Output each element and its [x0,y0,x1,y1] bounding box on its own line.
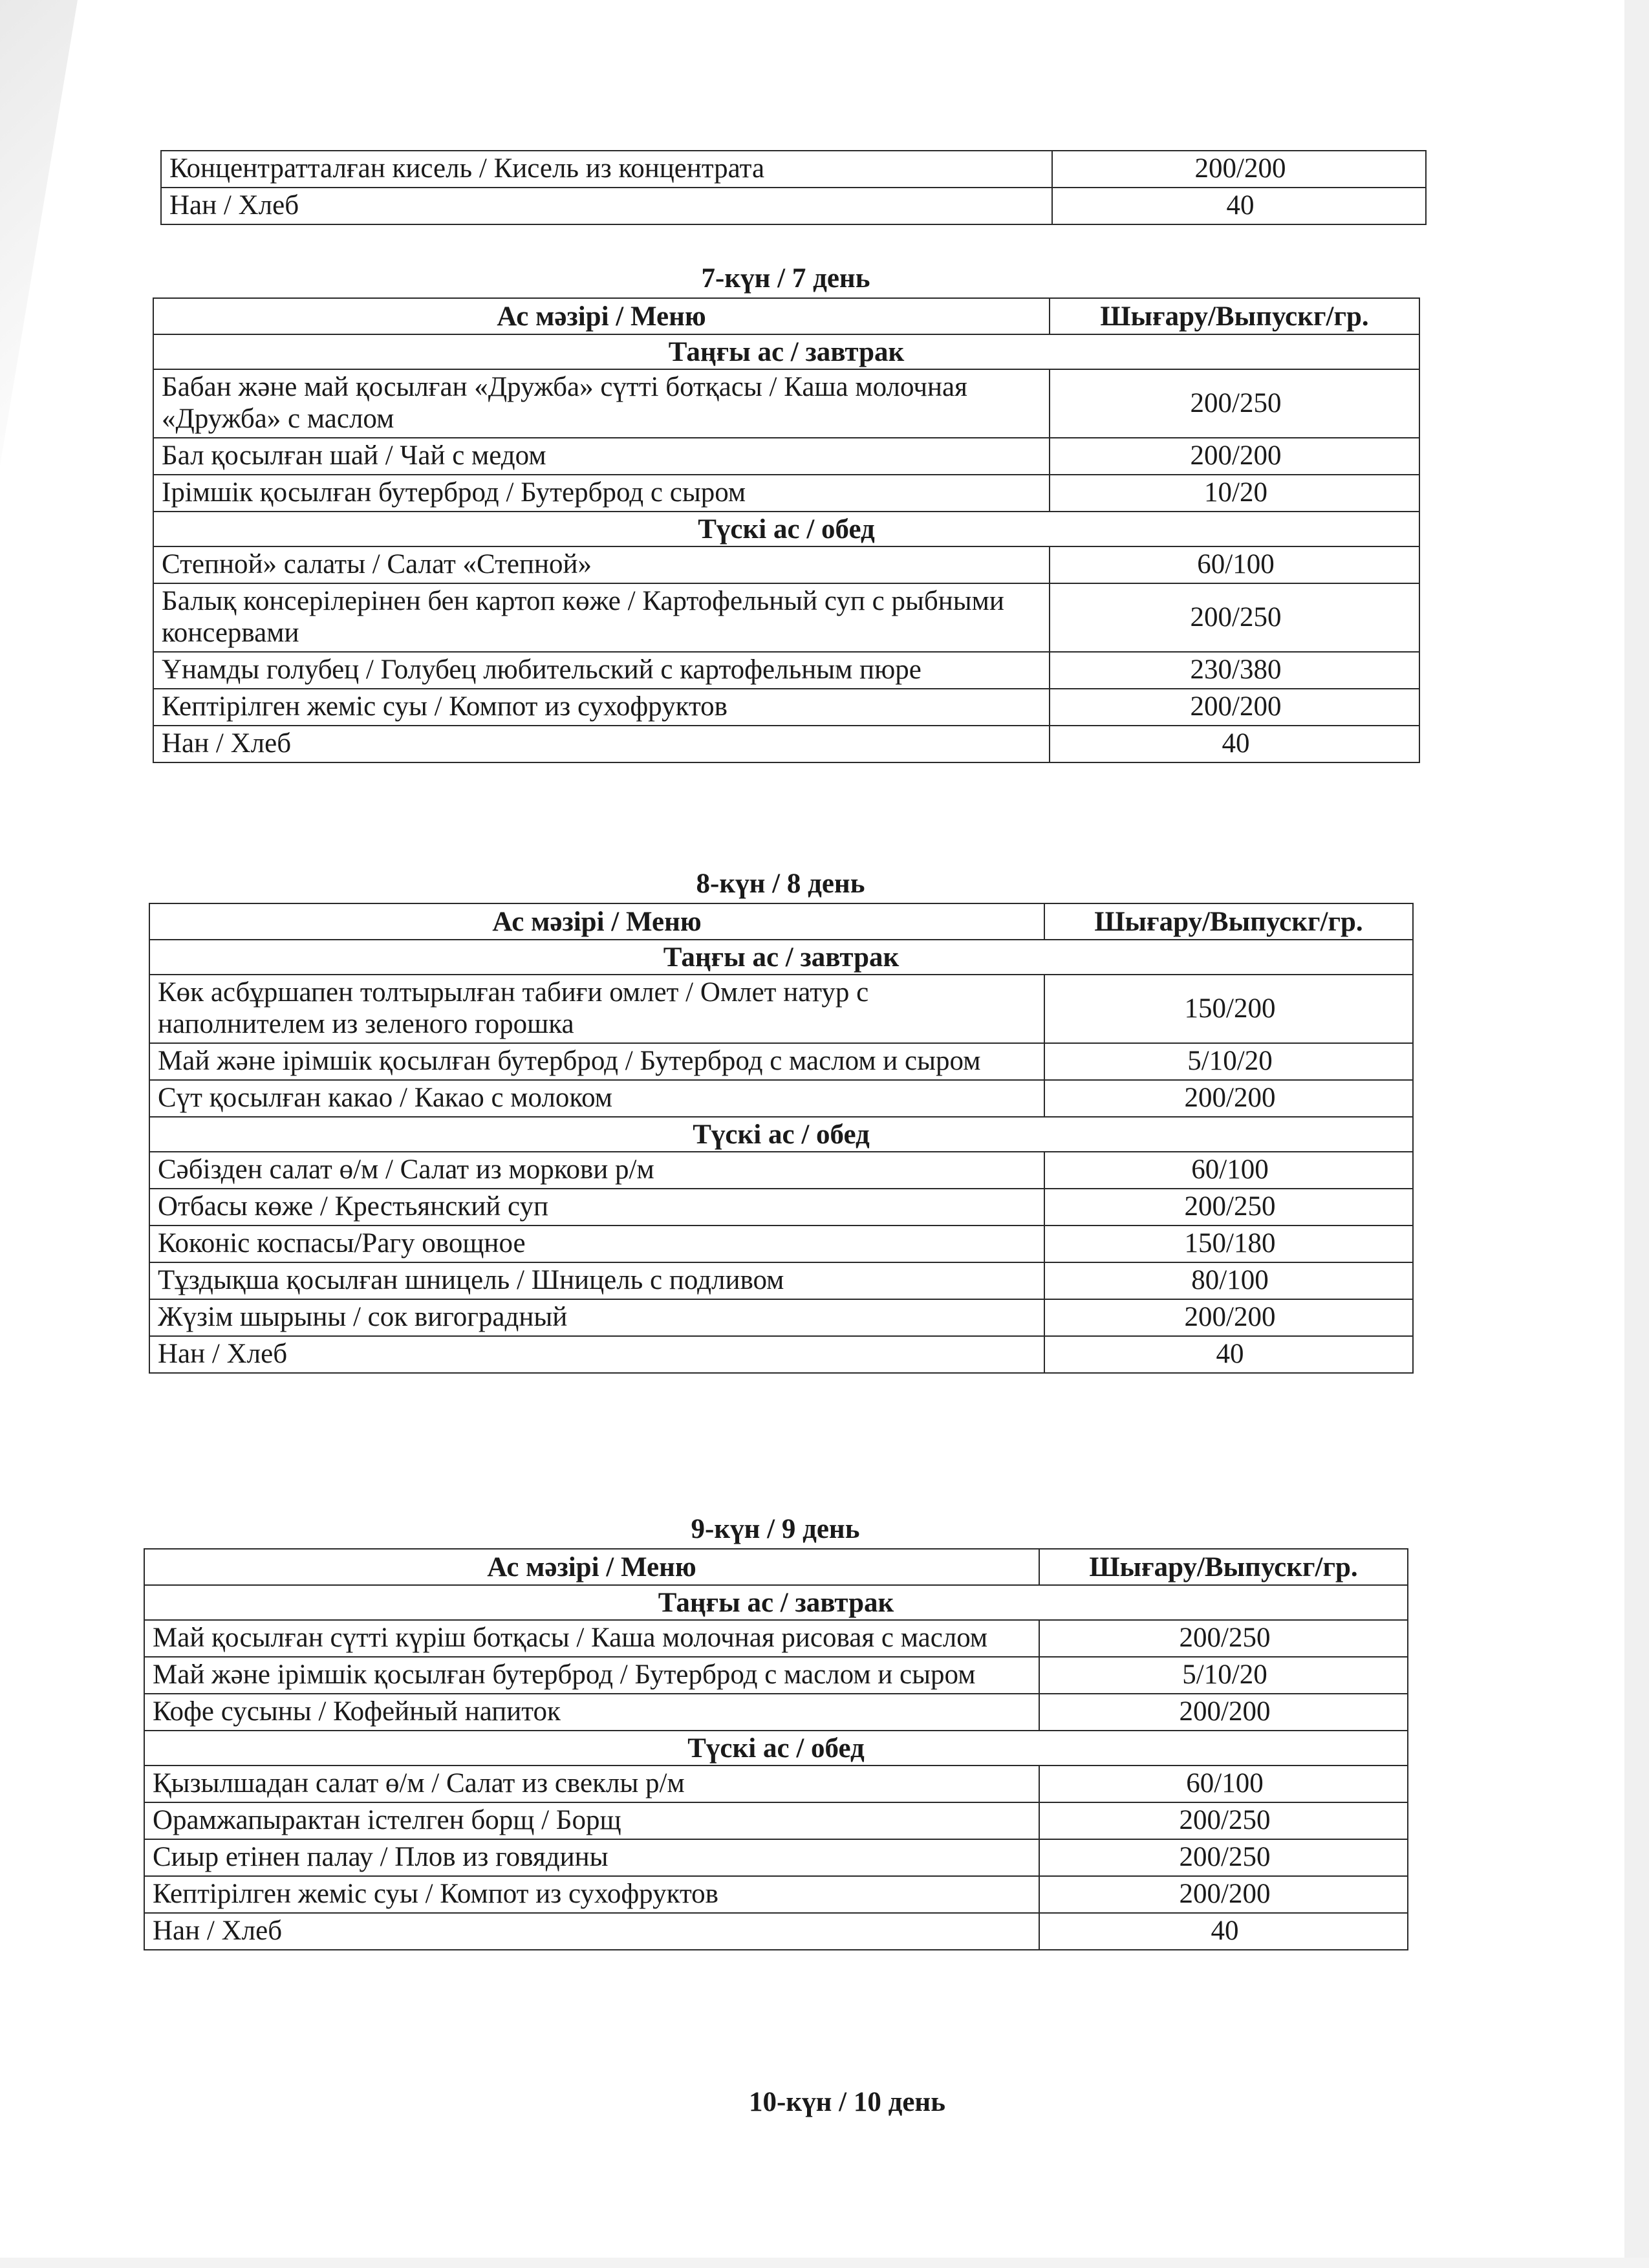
portion-cell: 200/250 [1039,1802,1408,1839]
table-row [153,438,1419,475]
portion-cell: 80/100 [1044,1262,1413,1299]
dish-name-cell: Сиыр етінен палау / Плов из говядины [144,1839,1039,1876]
table-row [149,975,1413,1043]
portion-cell: 40 [1044,1336,1413,1373]
dish-name-cell: Нан / Хлеб [144,1913,1039,1950]
portion-cell: 5/10/20 [1039,1657,1408,1694]
table-row [153,583,1419,652]
table-row [144,1876,1408,1913]
table-row [144,1657,1408,1694]
portion-cell: 5/10/20 [1044,1043,1413,1080]
meal-section-label: Таңғы ас / завтрак [149,940,1413,975]
dish-name-cell: Нан / Хлеб [153,726,1050,762]
meal-section-row [153,334,1419,369]
table-header-row [144,1549,1408,1585]
portion-cell: 40 [1052,188,1426,224]
portion-cell: 10/20 [1050,475,1419,512]
table-row [149,1080,1413,1117]
portion-cell: 200/250 [1039,1839,1408,1876]
dish-name-cell: Концентратталған кисель / Кисель из концентрата [161,151,1052,188]
day-menu-table [149,903,1414,1374]
table-row [149,1189,1413,1226]
output-column-header: Шығару/Выпускг/гр. [1044,903,1413,940]
portion-cell: 150/200 [1044,975,1413,1043]
dish-name-cell: Кофе сусыны / Кофейный напиток [144,1694,1039,1731]
meal-section-label: Таңғы ас / завтрак [144,1585,1408,1620]
dish-name-cell: Бал қосылған шай / Чай с медом [153,438,1050,475]
table-row [149,1226,1413,1262]
table-row [144,1802,1408,1839]
portion-cell: 200/200 [1052,151,1426,188]
portion-cell: 200/250 [1044,1189,1413,1226]
meal-section-label: Таңғы ас / завтрак [153,334,1419,369]
output-column-header: Шығару/Выпускг/гр. [1039,1549,1408,1585]
dish-name-cell: Тұздықша қосылған шницель / Шницель с подливом [149,1262,1044,1299]
table-row [161,151,1426,188]
meal-section-row [144,1731,1408,1766]
portion-cell: 200/250 [1050,583,1419,652]
dish-name-cell: Бабан және май қосылған «Дружба» сүтті ботқасы / Каша молочная «Дружба» с маслом [153,369,1050,438]
dish-name-cell: Ірімшік қосылған бутерброд / Бутерброд с сыром [153,475,1050,512]
dish-name-cell: Ұнамды голубец / Голубец любительский с картофельным пюре [153,652,1050,689]
dish-name-cell: Май және ірімшік қосылған бутерброд / Бутерброд с маслом и сыром [144,1657,1039,1694]
portion-cell: 200/200 [1039,1694,1408,1731]
table-header-row [153,298,1419,334]
dish-name-cell: Нан / Хлеб [149,1336,1044,1373]
meal-section-row [149,1117,1413,1152]
meal-section-row [149,940,1413,975]
table-row [144,1839,1408,1876]
portion-cell: 60/100 [1050,546,1419,583]
portion-cell: 200/250 [1050,369,1419,438]
output-column-header: Шығару/Выпускг/гр. [1050,298,1419,334]
page-fold-shadow [0,0,78,466]
table-header-row [149,903,1413,940]
day-title: 8-күн / 8 день [696,869,865,899]
scan-edge-right [1624,0,1649,2268]
dish-name-cell: Қызылшадан салат ө/м / Салат из свеклы р/м [144,1766,1039,1802]
portion-cell: 200/200 [1050,689,1419,726]
menu-column-header: Ас мәзірі / Меню [153,298,1050,334]
meal-section-label: Түскі ас / обед [153,512,1419,546]
table-row [153,689,1419,726]
dish-name-cell: Отбасы көже / Крестьянский суп [149,1189,1044,1226]
previous-day-table-tail [160,150,1425,225]
portion-cell: 60/100 [1039,1766,1408,1802]
menu-column-header: Ас мәзірі / Меню [144,1549,1039,1585]
table-row [153,652,1419,689]
portion-cell: 200/200 [1044,1080,1413,1117]
portion-cell: 200/200 [1050,438,1419,475]
portion-cell: 60/100 [1044,1152,1413,1189]
table-row [153,546,1419,583]
dish-name-cell: Сәбізден салат ө/м / Салат из моркови р/м [149,1152,1044,1189]
meal-section-label: Түскі ас / обед [149,1117,1413,1152]
day-menu-table [144,1548,1408,1950]
table-row [144,1913,1408,1950]
portion-cell: 200/250 [1039,1620,1408,1657]
dish-name-cell: Жүзім шырыны / сок вигоградный [149,1299,1044,1336]
menu-column-header: Ас мәзірі / Меню [149,903,1044,940]
day-10-title: 10-күн / 10 день [749,2087,945,2117]
portion-cell: 200/200 [1039,1876,1408,1913]
day-7-block [153,260,1419,763]
meal-section-label: Түскі ас / обед [144,1731,1408,1766]
dish-name-cell: Нан / Хлеб [161,188,1052,224]
top-rows-table [160,150,1427,225]
table-row [149,1152,1413,1189]
meal-section-row [153,512,1419,546]
portion-cell: 40 [1050,726,1419,762]
portion-cell: 230/380 [1050,652,1419,689]
table-row [161,188,1426,224]
dish-name-cell: Май және ірімшік қосылған бутерброд / Бутерброд с маслом и сыром [149,1043,1044,1080]
day-menu-table [153,297,1420,763]
table-row [153,726,1419,762]
day-title: 7-күн / 7 день [701,263,870,294]
table-row [144,1694,1408,1731]
scan-edge-bottom [0,2258,1649,2268]
table-row [149,1043,1413,1080]
table-row [153,475,1419,512]
portion-cell: 150/180 [1044,1226,1413,1262]
meal-section-row [144,1585,1408,1620]
dish-name-cell: Орамжапырактан істелген борщ / Борщ [144,1802,1039,1839]
table-row [149,1336,1413,1373]
table-row [149,1299,1413,1336]
dish-name-cell: Май қосылған сүтті күріш ботқасы / Каша молочная рисовая с маслом [144,1620,1039,1657]
dish-name-cell: Сүт қосылған какао / Какао с молоком [149,1080,1044,1117]
dish-name-cell: Көк асбұршапен толтырылған табиғи омлет / Омлет натур с наполнителем из зеленого горошка [149,975,1044,1043]
table-row [144,1620,1408,1657]
day-9-block [144,1511,1407,1950]
portion-cell: 200/200 [1044,1299,1413,1336]
table-row [144,1766,1408,1802]
dish-name-cell: Коконіс коспасы/Рагу овощное [149,1226,1044,1262]
portion-cell: 40 [1039,1913,1408,1950]
day-title: 9-күн / 9 день [691,1514,860,1544]
table-row [153,369,1419,438]
dish-name-cell: Степной» салаты / Салат «Степной» [153,546,1050,583]
table-row [149,1262,1413,1299]
dish-name-cell: Балық консерілерінен бен картоп көже / Картофельный суп с рыбными консервами [153,583,1050,652]
day-8-block [149,865,1412,1374]
dish-name-cell: Кептірілген жеміс суы / Компот из сухофруктов [144,1876,1039,1913]
dish-name-cell: Кептірілген жеміс суы / Компот из сухофруктов [153,689,1050,726]
